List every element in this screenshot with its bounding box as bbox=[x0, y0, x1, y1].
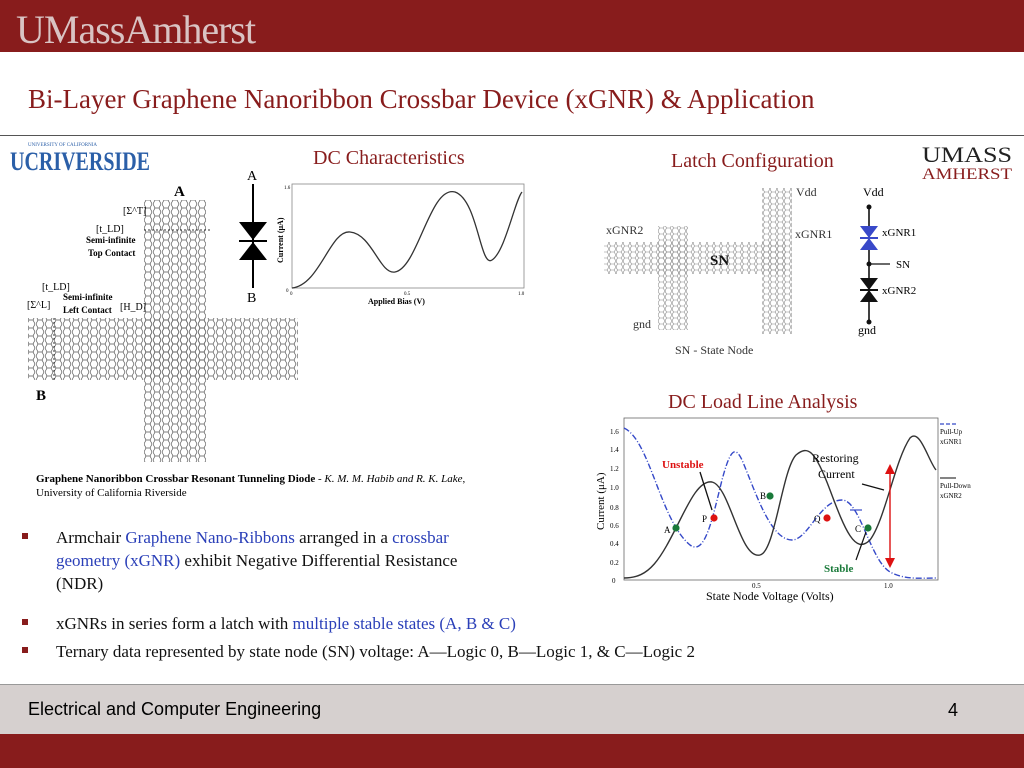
legend-pulldown-1: Pull-Down bbox=[940, 482, 971, 490]
xtick-1-0: 1.0 bbox=[884, 582, 893, 590]
point-p bbox=[710, 514, 717, 521]
point-a bbox=[672, 524, 679, 531]
restoring-arrow bbox=[862, 484, 884, 490]
ucr-logo-small-text: UNIVERSITY OF CALIFORNIA bbox=[28, 143, 97, 148]
b1-highlight-gnr: Graphene Nano-Ribbons bbox=[125, 528, 295, 547]
footer-department: Electrical and Computer Engineering bbox=[28, 699, 322, 719]
umass-logo-bottom: AMHERST bbox=[922, 166, 1013, 183]
horizontal-ribbon bbox=[28, 318, 298, 380]
dc-xtick-0: 0 bbox=[290, 292, 293, 297]
latch-vdd-left: Vdd bbox=[796, 185, 817, 199]
latch-state-node-caption: SN - State Node bbox=[675, 343, 754, 357]
circuit-sn: SN bbox=[896, 259, 911, 271]
b1-highlight-crossbar: crossbar bbox=[392, 528, 449, 547]
dc-iv-curve bbox=[292, 192, 522, 288]
dc-characteristics-chart bbox=[276, 184, 525, 306]
reference-authors: K. M. M. Habib and R. K. Lake bbox=[324, 473, 463, 485]
ytick-0: 0 bbox=[612, 577, 616, 585]
point-q bbox=[823, 514, 830, 521]
dc-characteristics-caption: DC Characteristics bbox=[313, 147, 465, 169]
load-line-xlabel: State Node Voltage (Volts) bbox=[706, 589, 834, 603]
bullet-marker bbox=[22, 533, 28, 539]
latch-horizontal-ribbon bbox=[604, 242, 786, 274]
xtick-0-5: 0.5 bbox=[752, 582, 761, 590]
left-contact-label-2: Left Contact bbox=[63, 305, 112, 315]
slide-title: Bi-Layer Graphene Nanoribbon Crossbar Device (xGNR) & Application bbox=[28, 84, 815, 114]
b1-highlight-geometry: geometry (xGNR) bbox=[56, 551, 181, 570]
ytick-0-8: 0.8 bbox=[610, 504, 619, 512]
ytick-0-6: 0.6 bbox=[610, 522, 619, 530]
sigma-top: [Σ^T] bbox=[123, 206, 147, 217]
dc-xtick-1: 0.5 bbox=[404, 292, 411, 297]
latch-circuit-symbol bbox=[858, 185, 916, 337]
dc-xlabel: Applied Bias (V) bbox=[368, 297, 425, 306]
latch-xgnr2-ribbon bbox=[658, 226, 688, 330]
reference-sep: - bbox=[315, 473, 325, 485]
point-c-label: C bbox=[855, 524, 862, 534]
b1-part-d: (NDR) bbox=[56, 574, 104, 593]
latch-xgnr2-left: xGNR2 bbox=[606, 223, 644, 237]
reference-title: Graphene Nanoribbon Crossbar Resonant Tunneling Diode bbox=[36, 473, 316, 485]
label-a: A bbox=[174, 184, 185, 200]
point-b-label: B bbox=[760, 491, 767, 501]
point-a-label: A bbox=[664, 525, 671, 535]
bottom-bar bbox=[0, 734, 1024, 768]
umass-logo-top: UMASS bbox=[922, 142, 1012, 167]
t-top: [t_LD] bbox=[96, 224, 124, 235]
legend-pulldown-2: xGNR2 bbox=[940, 492, 962, 500]
bullet-2-text bbox=[56, 612, 516, 635]
top-contact-label-2: Top Contact bbox=[88, 248, 136, 258]
page-number: 4 bbox=[948, 700, 959, 720]
bullet-marker bbox=[22, 647, 28, 653]
latch-gnd-left: gnd bbox=[633, 317, 651, 331]
circuit-vdd: Vdd bbox=[863, 185, 884, 199]
legend-pullup-1: Pull-Up bbox=[940, 428, 963, 436]
t-left: [t_LD] bbox=[42, 282, 70, 293]
restoring-label-1: Restoring bbox=[812, 451, 859, 465]
point-b bbox=[766, 492, 773, 499]
circuit-xgnr2: xGNR2 bbox=[882, 285, 917, 297]
point-q-label: Q bbox=[814, 514, 821, 524]
top-contact-label-1: Semi-infinite bbox=[86, 235, 136, 245]
stable-arrow bbox=[856, 532, 866, 560]
h-d: [H_D] bbox=[120, 302, 147, 313]
point-p-label: P bbox=[702, 514, 708, 524]
circuit-xgnr1: xGNR1 bbox=[882, 227, 917, 239]
latch-xgnr1-ribbon bbox=[762, 188, 792, 334]
ucr-logo-text: UCRIVERSIDE bbox=[10, 147, 150, 176]
dc-ytick-bottom: 0 bbox=[286, 289, 289, 294]
legend-pullup-2: xGNR1 bbox=[940, 438, 962, 446]
load-line-caption: DC Load Line Analysis bbox=[668, 391, 858, 413]
dc-xtick-2: 1.0 bbox=[518, 292, 525, 297]
bullet-1-text bbox=[56, 526, 586, 595]
latch-caption: Latch Configuration bbox=[671, 150, 834, 172]
left-contact-label-1: Semi-infinite bbox=[63, 292, 113, 302]
rtd-diode-symbol bbox=[239, 169, 267, 306]
b2-highlight: multiple stable states (A, B & C) bbox=[292, 614, 516, 633]
b2-part-a: xGNRs in series form a latch with bbox=[56, 614, 293, 633]
latch-xgnr1-left: xGNR1 bbox=[795, 227, 833, 241]
b1-part-b: arranged in a bbox=[294, 528, 393, 547]
reference-affiliation: , University of California Riverside bbox=[36, 473, 466, 499]
stable-label: Stable bbox=[824, 563, 854, 575]
ytick-0-4: 0.4 bbox=[610, 540, 619, 548]
label-b: B bbox=[36, 388, 47, 404]
b1-part-c: exhibit Negative Differential Resistance bbox=[180, 551, 458, 570]
ytick-1-0: 1.0 bbox=[610, 484, 619, 492]
diode-label-b: B bbox=[247, 291, 257, 306]
ytick-0-2: 0.2 bbox=[610, 559, 619, 567]
point-c bbox=[864, 524, 871, 531]
ytick-1-2: 1.2 bbox=[610, 465, 619, 473]
bullet-3-text: Ternary data represented by state node (SN) voltage: A—Logic 0, B—Logic 1, & C—Logic 2 bbox=[56, 642, 695, 661]
unstable-arrow bbox=[700, 472, 712, 510]
ytick-1-6: 1.6 bbox=[610, 428, 619, 436]
ytick-1-4: 1.4 bbox=[610, 446, 619, 454]
dc-ylabel: Current (μA) bbox=[276, 217, 285, 263]
latch-layout-figure bbox=[604, 185, 832, 357]
load-line-yticks bbox=[610, 428, 619, 585]
pull-down-curve bbox=[624, 436, 936, 578]
dc-ytick-top: 1.6 bbox=[284, 186, 291, 191]
restoring-label-2: Current bbox=[818, 467, 855, 481]
circuit-gnd: gnd bbox=[858, 323, 876, 337]
unstable-label: Unstable bbox=[662, 459, 704, 471]
load-line-ylabel: Current (μA) bbox=[595, 472, 607, 530]
bullet-marker bbox=[22, 619, 28, 625]
b1-part-a: Armchair bbox=[56, 528, 126, 547]
load-line-chart bbox=[595, 418, 971, 603]
figure-reference bbox=[36, 472, 506, 500]
sigma-left: [Σ^L] bbox=[27, 300, 51, 311]
diode-label-a: A bbox=[247, 169, 258, 184]
latch-sn-label: SN bbox=[710, 253, 730, 269]
umass-amherst-wordmark: UMassAmherst bbox=[16, 7, 256, 52]
